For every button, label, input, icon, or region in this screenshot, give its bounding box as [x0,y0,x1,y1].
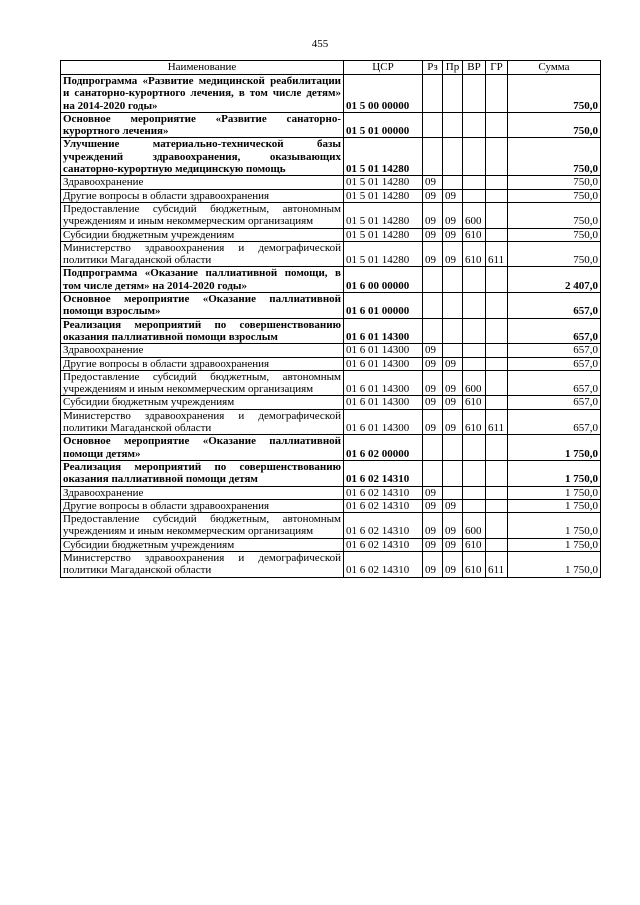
row-rz: 09 [423,189,443,202]
row-vr: 600 [463,513,486,539]
row-rz: 09 [423,370,443,396]
row-csr: 01 6 02 14310 [344,513,423,539]
header-sum: Сумма [508,61,601,75]
row-rz [423,435,443,461]
row-sum: 1 750,0 [508,551,601,577]
row-csr: 01 6 01 14300 [344,370,423,396]
row-gr [486,499,508,512]
row-vr [463,435,486,461]
row-gr [486,396,508,409]
row-pr [443,486,463,499]
row-vr [463,357,486,370]
row-gr: 611 [486,241,508,267]
row-name: Министерство здравоохранения и демографической политики Магаданской области [61,551,344,577]
row-rz: 09 [423,396,443,409]
row-gr [486,267,508,293]
table-row [61,138,601,176]
row-pr [443,267,463,293]
row-pr [443,112,463,138]
row-csr: 01 6 02 14310 [344,538,423,551]
row-sum: 657,0 [508,396,601,409]
row-csr: 01 5 01 14280 [344,241,423,267]
table-row [61,344,601,357]
row-csr: 01 6 01 14300 [344,344,423,357]
header-rz: Рз [423,61,443,75]
row-vr: 610 [463,538,486,551]
table-row [61,75,601,113]
row-vr [463,112,486,138]
page-number: 455 [311,38,329,50]
row-pr: 09 [443,370,463,396]
row-csr: 01 6 02 14310 [344,486,423,499]
row-name: Министерство здравоохранения и демографической политики Магаданской области [61,409,344,435]
table-row [61,176,601,189]
row-vr [463,138,486,176]
row-csr: 01 6 02 14310 [344,460,423,486]
row-rz: 09 [423,551,443,577]
row-sum: 657,0 [508,370,601,396]
row-name: Министерство здравоохранения и демографической политики Магаданской области [61,241,344,267]
row-gr [486,357,508,370]
row-name: Другие вопросы в области здравоохранения [61,499,344,512]
row-pr [443,435,463,461]
table-row [61,202,601,228]
row-rz [423,267,443,293]
row-vr [463,267,486,293]
row-gr [486,293,508,319]
row-csr: 01 6 02 00000 [344,435,423,461]
row-gr [486,460,508,486]
row-rz [423,293,443,319]
table-row [61,435,601,461]
row-name: Предоставление субсидий бюджетным, автономным учреждениям и иным некоммерческим организациям [61,202,344,228]
row-gr: 611 [486,409,508,435]
row-sum: 1 750,0 [508,486,601,499]
row-vr [463,75,486,113]
row-pr: 09 [443,396,463,409]
row-gr [486,228,508,241]
row-csr: 01 5 01 00000 [344,112,423,138]
table-row [61,112,601,138]
row-rz: 09 [423,538,443,551]
header-csr: ЦСР [344,61,423,75]
row-gr [486,513,508,539]
row-rz [423,75,443,113]
row-vr [463,318,486,344]
row-name: Реализация мероприятий по совершенствованию оказания паллиативной помощи детям [61,460,344,486]
row-csr: 01 6 02 14310 [344,499,423,512]
header-gr: ГР [486,61,508,75]
row-pr [443,293,463,319]
row-gr: 611 [486,551,508,577]
row-pr [443,75,463,113]
row-rz: 09 [423,344,443,357]
table-row [61,267,601,293]
row-gr [486,112,508,138]
row-csr: 01 5 01 14280 [344,189,423,202]
row-gr [486,370,508,396]
row-name: Субсидии бюджетным учреждениям [61,538,344,551]
row-sum: 657,0 [508,409,601,435]
row-csr: 01 5 01 14280 [344,202,423,228]
row-rz: 09 [423,202,443,228]
row-pr: 09 [443,241,463,267]
row-csr: 01 5 01 14280 [344,176,423,189]
row-name: Здравоохранение [61,344,344,357]
row-pr: 09 [443,357,463,370]
row-sum: 1 750,0 [508,499,601,512]
row-gr [486,538,508,551]
row-sum: 750,0 [508,202,601,228]
row-sum: 657,0 [508,357,601,370]
table-row [61,551,601,577]
row-pr: 09 [443,202,463,228]
row-vr: 610 [463,228,486,241]
row-sum: 1 750,0 [508,435,601,461]
row-vr: 610 [463,409,486,435]
row-pr [443,344,463,357]
row-rz: 09 [423,486,443,499]
row-rz [423,460,443,486]
row-sum: 750,0 [508,112,601,138]
row-csr: 01 5 01 14280 [344,228,423,241]
row-name: Другие вопросы в области здравоохранения [61,189,344,202]
row-csr: 01 6 00 00000 [344,267,423,293]
row-pr: 09 [443,189,463,202]
header-name: Наименование [61,61,344,75]
row-sum: 657,0 [508,344,601,357]
table-row [61,228,601,241]
row-sum: 657,0 [508,318,601,344]
row-gr [486,138,508,176]
row-sum: 750,0 [508,176,601,189]
table-row [61,396,601,409]
row-sum: 1 750,0 [508,460,601,486]
row-gr [486,344,508,357]
row-vr [463,293,486,319]
table-row [61,460,601,486]
row-vr: 600 [463,202,486,228]
row-vr: 610 [463,551,486,577]
row-rz: 09 [423,409,443,435]
row-vr: 600 [463,370,486,396]
row-sum: 750,0 [508,228,601,241]
row-sum: 1 750,0 [508,538,601,551]
row-pr [443,138,463,176]
row-rz [423,138,443,176]
row-csr: 01 5 01 14280 [344,138,423,176]
row-gr [486,176,508,189]
row-vr [463,176,486,189]
row-name: Субсидии бюджетным учреждениям [61,228,344,241]
table-row [61,513,601,539]
row-pr: 09 [443,513,463,539]
row-name: Основное мероприятие «Оказание паллиативной помощи детям» [61,435,344,461]
row-csr: 01 6 01 14300 [344,357,423,370]
row-name: Основное мероприятие «Оказание паллиативной помощи взрослым» [61,293,344,319]
row-gr [486,189,508,202]
row-sum: 750,0 [508,138,601,176]
row-pr [443,460,463,486]
row-gr [486,202,508,228]
row-vr: 610 [463,396,486,409]
row-pr: 09 [443,409,463,435]
row-vr [463,344,486,357]
row-pr [443,318,463,344]
table-row [61,486,601,499]
row-name: Предоставление субсидий бюджетным, автономным учреждениям и иным некоммерческим организациям [61,370,344,396]
row-rz: 09 [423,513,443,539]
table-header-row [61,61,601,75]
row-rz: 09 [423,176,443,189]
row-csr: 01 6 02 14310 [344,551,423,577]
table-row [61,241,601,267]
row-name: Улучшение материально-технической базы учреждений здравоохранения, оказывающих санаторно-курортную медицинскую помощь [61,138,344,176]
row-csr: 01 6 01 14300 [344,396,423,409]
row-pr [443,176,463,189]
row-rz: 09 [423,241,443,267]
header-pr: Пр [443,61,463,75]
row-vr [463,189,486,202]
row-sum: 2 407,0 [508,267,601,293]
row-sum: 1 750,0 [508,513,601,539]
row-vr [463,486,486,499]
row-pr: 09 [443,551,463,577]
row-vr [463,460,486,486]
row-rz [423,318,443,344]
row-gr [486,75,508,113]
table-row [61,189,601,202]
row-name: Реализация мероприятий по совершенствованию оказания паллиативной помощи взрослым [61,318,344,344]
table-row [61,409,601,435]
row-rz: 09 [423,357,443,370]
row-csr: 01 6 01 14300 [344,409,423,435]
header-vr: ВР [463,61,486,75]
table-row [61,370,601,396]
table-row [61,499,601,512]
row-csr: 01 6 01 14300 [344,318,423,344]
row-name: Предоставление субсидий бюджетным, автономным учреждениям и иным некоммерческим организациям [61,513,344,539]
table-row [61,293,601,319]
row-csr: 01 5 00 00000 [344,75,423,113]
row-gr [486,435,508,461]
row-sum: 657,0 [508,293,601,319]
row-name: Здравоохранение [61,176,344,189]
row-pr: 09 [443,228,463,241]
row-name: Здравоохранение [61,486,344,499]
row-rz: 09 [423,499,443,512]
row-rz: 09 [423,228,443,241]
row-name: Подпрограмма «Оказание паллиативной помощи, в том числе детям» на 2014-2020 годы» [61,267,344,293]
row-vr: 610 [463,241,486,267]
row-name: Основное мероприятие «Развитие санаторно-курортного лечения» [61,112,344,138]
table-row [61,357,601,370]
budget-table [60,60,601,578]
row-gr [486,486,508,499]
row-name: Подпрограмма «Развитие медицинской реабилитации и санаторно-курортного лечения, в том числе детям» на 2014-2020 годы» [61,75,344,113]
row-name: Другие вопросы в области здравоохранения [61,357,344,370]
table-row [61,318,601,344]
row-sum: 750,0 [508,75,601,113]
table-row [61,538,601,551]
row-pr: 09 [443,538,463,551]
row-rz [423,112,443,138]
row-gr [486,318,508,344]
row-pr: 09 [443,499,463,512]
row-sum: 750,0 [508,241,601,267]
row-csr: 01 6 01 00000 [344,293,423,319]
row-sum: 750,0 [508,189,601,202]
row-vr [463,499,486,512]
row-name: Субсидии бюджетным учреждениям [61,396,344,409]
